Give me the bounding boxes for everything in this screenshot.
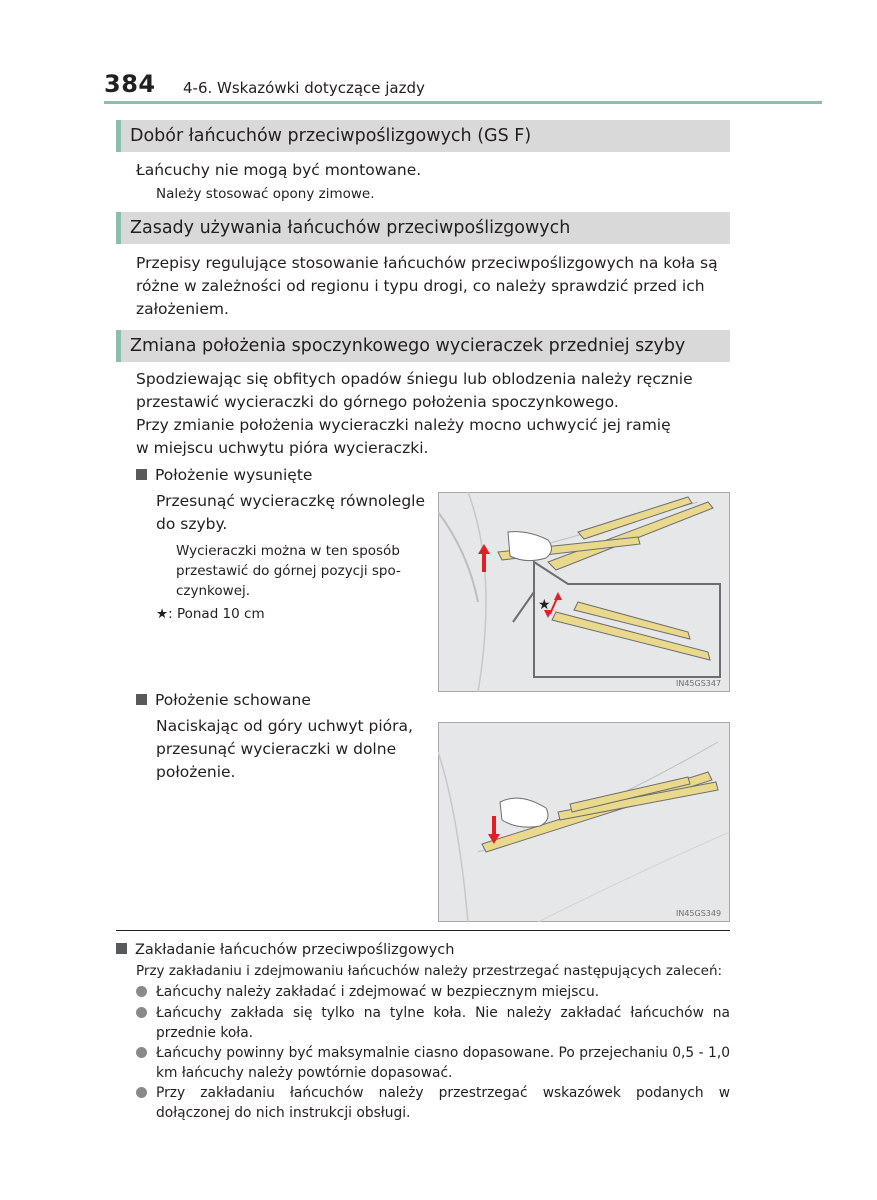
text-line: przestawić do górnej pozycji spo- — [176, 563, 401, 579]
retracted-position-heading — [136, 689, 311, 711]
bullet-dot-icon — [136, 1007, 147, 1018]
text-line: Naciskając od góry uchwyt pióra, — [156, 717, 413, 735]
header-divider — [104, 101, 822, 104]
text-line: przestawić wycieraczki do górnego położenia spoczynkowego. — [136, 393, 619, 411]
wiper-extended-figure — [438, 492, 730, 692]
list-item — [136, 1083, 730, 1123]
list-item — [136, 1043, 730, 1083]
section-title-chain-selection: Dobór łańcuchów przeciwpoślizgowych (GS F) — [116, 120, 730, 152]
text-line: do szyby. — [156, 515, 228, 533]
square-bullet-icon — [136, 469, 147, 480]
text-line: w miejscu uchwytu pióra wycieraczki. — [136, 439, 429, 457]
chain-selection-note: Należy stosować opony zimowe. — [156, 186, 375, 202]
text-line: Przepisy regulujące stosowanie łańcuchów przeciwpoślizgowych na koła są — [136, 254, 718, 272]
wiper-retracted-figure — [438, 722, 730, 922]
text-line: Wycieraczki można w ten sposób — [176, 543, 400, 559]
wiper-position-text — [136, 368, 730, 460]
section-title-chain-rules: Zasady używania łańcuchów przeciwpoślizgowych — [116, 212, 730, 244]
star-note: ★: Ponad 10 cm — [156, 606, 265, 622]
retracted-heading-label: Położenie schowane — [155, 691, 311, 709]
text-line: założeniem. — [136, 300, 229, 318]
text-line: Spodziewając się obfitych opadów śniegu lub oblodzenia należy ręcznie — [136, 370, 693, 388]
chapter-title: 4-6. Wskazówki dotyczące jazdy — [183, 79, 425, 97]
notes-divider — [116, 930, 730, 931]
notes-heading — [116, 940, 454, 960]
bullet-dot-icon — [136, 986, 147, 997]
list-item-text: Łańcuchy zakłada się tylko na tylne koła. Nie należy zakładać łańcuchów na przednie koła. — [156, 1005, 730, 1041]
retracted-position-text — [156, 715, 422, 784]
list-item-text: Łańcuchy należy zakładać i zdejmować w bezpiecznym miejscu. — [156, 984, 600, 1000]
figure-code: IN45GS349 — [676, 909, 722, 918]
chain-selection-text: Łańcuchy nie mogą być montowane. — [136, 161, 422, 179]
extended-position-heading — [136, 464, 312, 486]
extended-heading-label: Położenie wysunięte — [155, 466, 313, 484]
figure-code: IN45GS347 — [676, 679, 722, 688]
notes-heading-label: Zakładanie łańcuchów przeciwpoślizgowych — [135, 942, 455, 958]
text-line: różne w zależności od regionu i typu drogi, co należy sprawdzić przed ich — [136, 277, 705, 295]
text-line: przesunąć wycieraczki w dolne — [156, 740, 397, 758]
bullet-dot-icon — [136, 1047, 147, 1058]
extended-position-text — [156, 490, 425, 536]
list-item-text: Łańcuchy powinny być maksymalnie ciasno dopasowane. Po przejechaniu 0,5 - 1,0 km łańcuchy należy powtórnie dopasować. — [156, 1045, 730, 1081]
svg-text:★: ★ — [538, 597, 551, 613]
square-bullet-icon — [136, 694, 147, 705]
text-line: położenie. — [156, 763, 236, 781]
extended-position-note — [176, 541, 401, 601]
square-bullet-icon — [116, 943, 127, 954]
notes-intro: Przy zakładaniu i zdejmowaniu łańcuchów należy przestrzegać następujących zaleceń: — [136, 963, 723, 979]
bullet-dot-icon — [136, 1087, 147, 1098]
list-item — [136, 1003, 730, 1043]
chain-rules-text — [136, 252, 730, 321]
text-line: Przy zmianie położenia wycieraczki należy mocno uchwycić jej ramię — [136, 416, 671, 434]
text-line: Przesunąć wycieraczkę równolegle — [156, 492, 425, 510]
text-line: czynkowej. — [176, 583, 251, 599]
list-item — [136, 982, 730, 1002]
section-title-wiper-position: Zmiana położenia spoczynkowego wycieraczek przedniej szyby — [116, 330, 730, 362]
list-item-text: Przy zakładaniu łańcuchów należy przestrzegać wskazówek podanych w dołączonej do nich instrukcji obsługi. — [156, 1085, 730, 1121]
page-number: 384 — [104, 70, 156, 98]
